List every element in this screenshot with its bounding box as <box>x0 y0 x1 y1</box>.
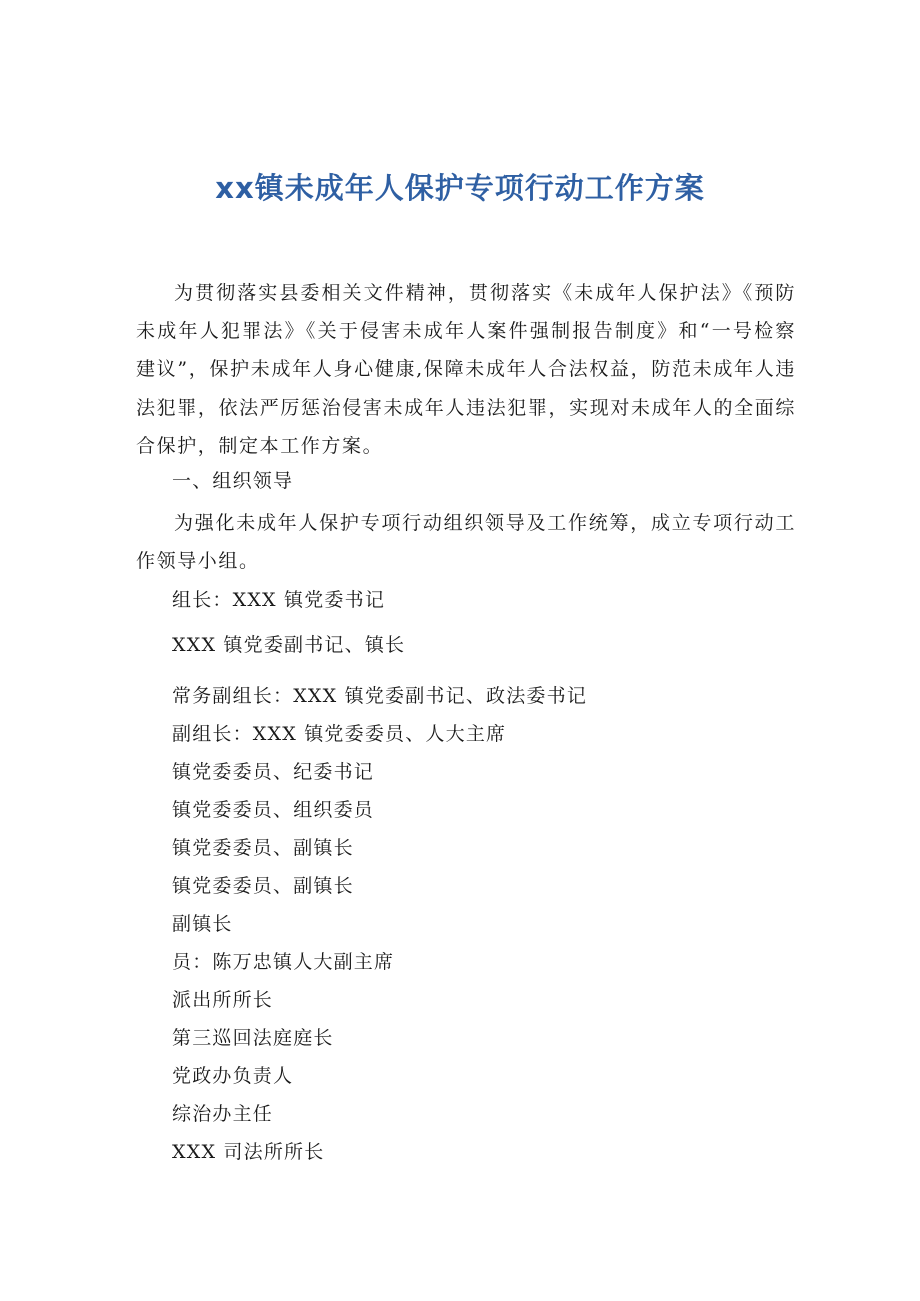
member-line: 党政办负责人 <box>172 1065 294 1087</box>
document-title: xx镇未成年人保护专项行动工作方案 <box>215 171 705 205</box>
section-paragraph: 为强化未成年人保护专项行动组织领导及工作统筹，成立专项行动工作领导小组。 <box>136 512 796 573</box>
member-line: 派出所所长 <box>172 989 274 1011</box>
member-line: XXX 司法所所长 <box>172 1141 325 1163</box>
member-line: 副组长：XXX 镇党委委员、人大主席 <box>172 723 507 745</box>
section-heading: 一、组织领导 <box>172 470 294 492</box>
member-line: 员：陈万忠镇人大副主席 <box>172 951 395 973</box>
member-line: 镇党委委员、纪委书记 <box>172 761 375 783</box>
member-line: 组长：XXX 镇党委书记 <box>172 589 386 611</box>
member-line: XXX 镇党委副书记、镇长 <box>172 634 406 656</box>
member-line: 常务副组长：XXX 镇党委副书记、政法委书记 <box>172 685 588 707</box>
member-line: 第三巡回法庭庭长 <box>172 1027 334 1049</box>
member-line: 镇党委委员、副镇长 <box>172 875 354 897</box>
member-line: 副镇长 <box>172 913 233 935</box>
member-line: 综治办主任 <box>172 1103 274 1125</box>
intro-paragraph: 为贯彻落实县委相关文件精神，贯彻落实《未成年人保护法》《预防未成年人犯罪法》《关于侵害未成年人案件强制报告制度》和“一号检察建议”，保护未成年人身心健康,保障未成年人合法权益，防范未成年人违法犯罪，依法严厉惩治侵害未成年人违法犯罪，实现对未成年人的全面综合保护，制定本工作方案。 <box>136 282 796 457</box>
member-line: 镇党委委员、副镇长 <box>172 837 354 859</box>
member-line: 镇党委委员、组织委员 <box>172 799 375 821</box>
